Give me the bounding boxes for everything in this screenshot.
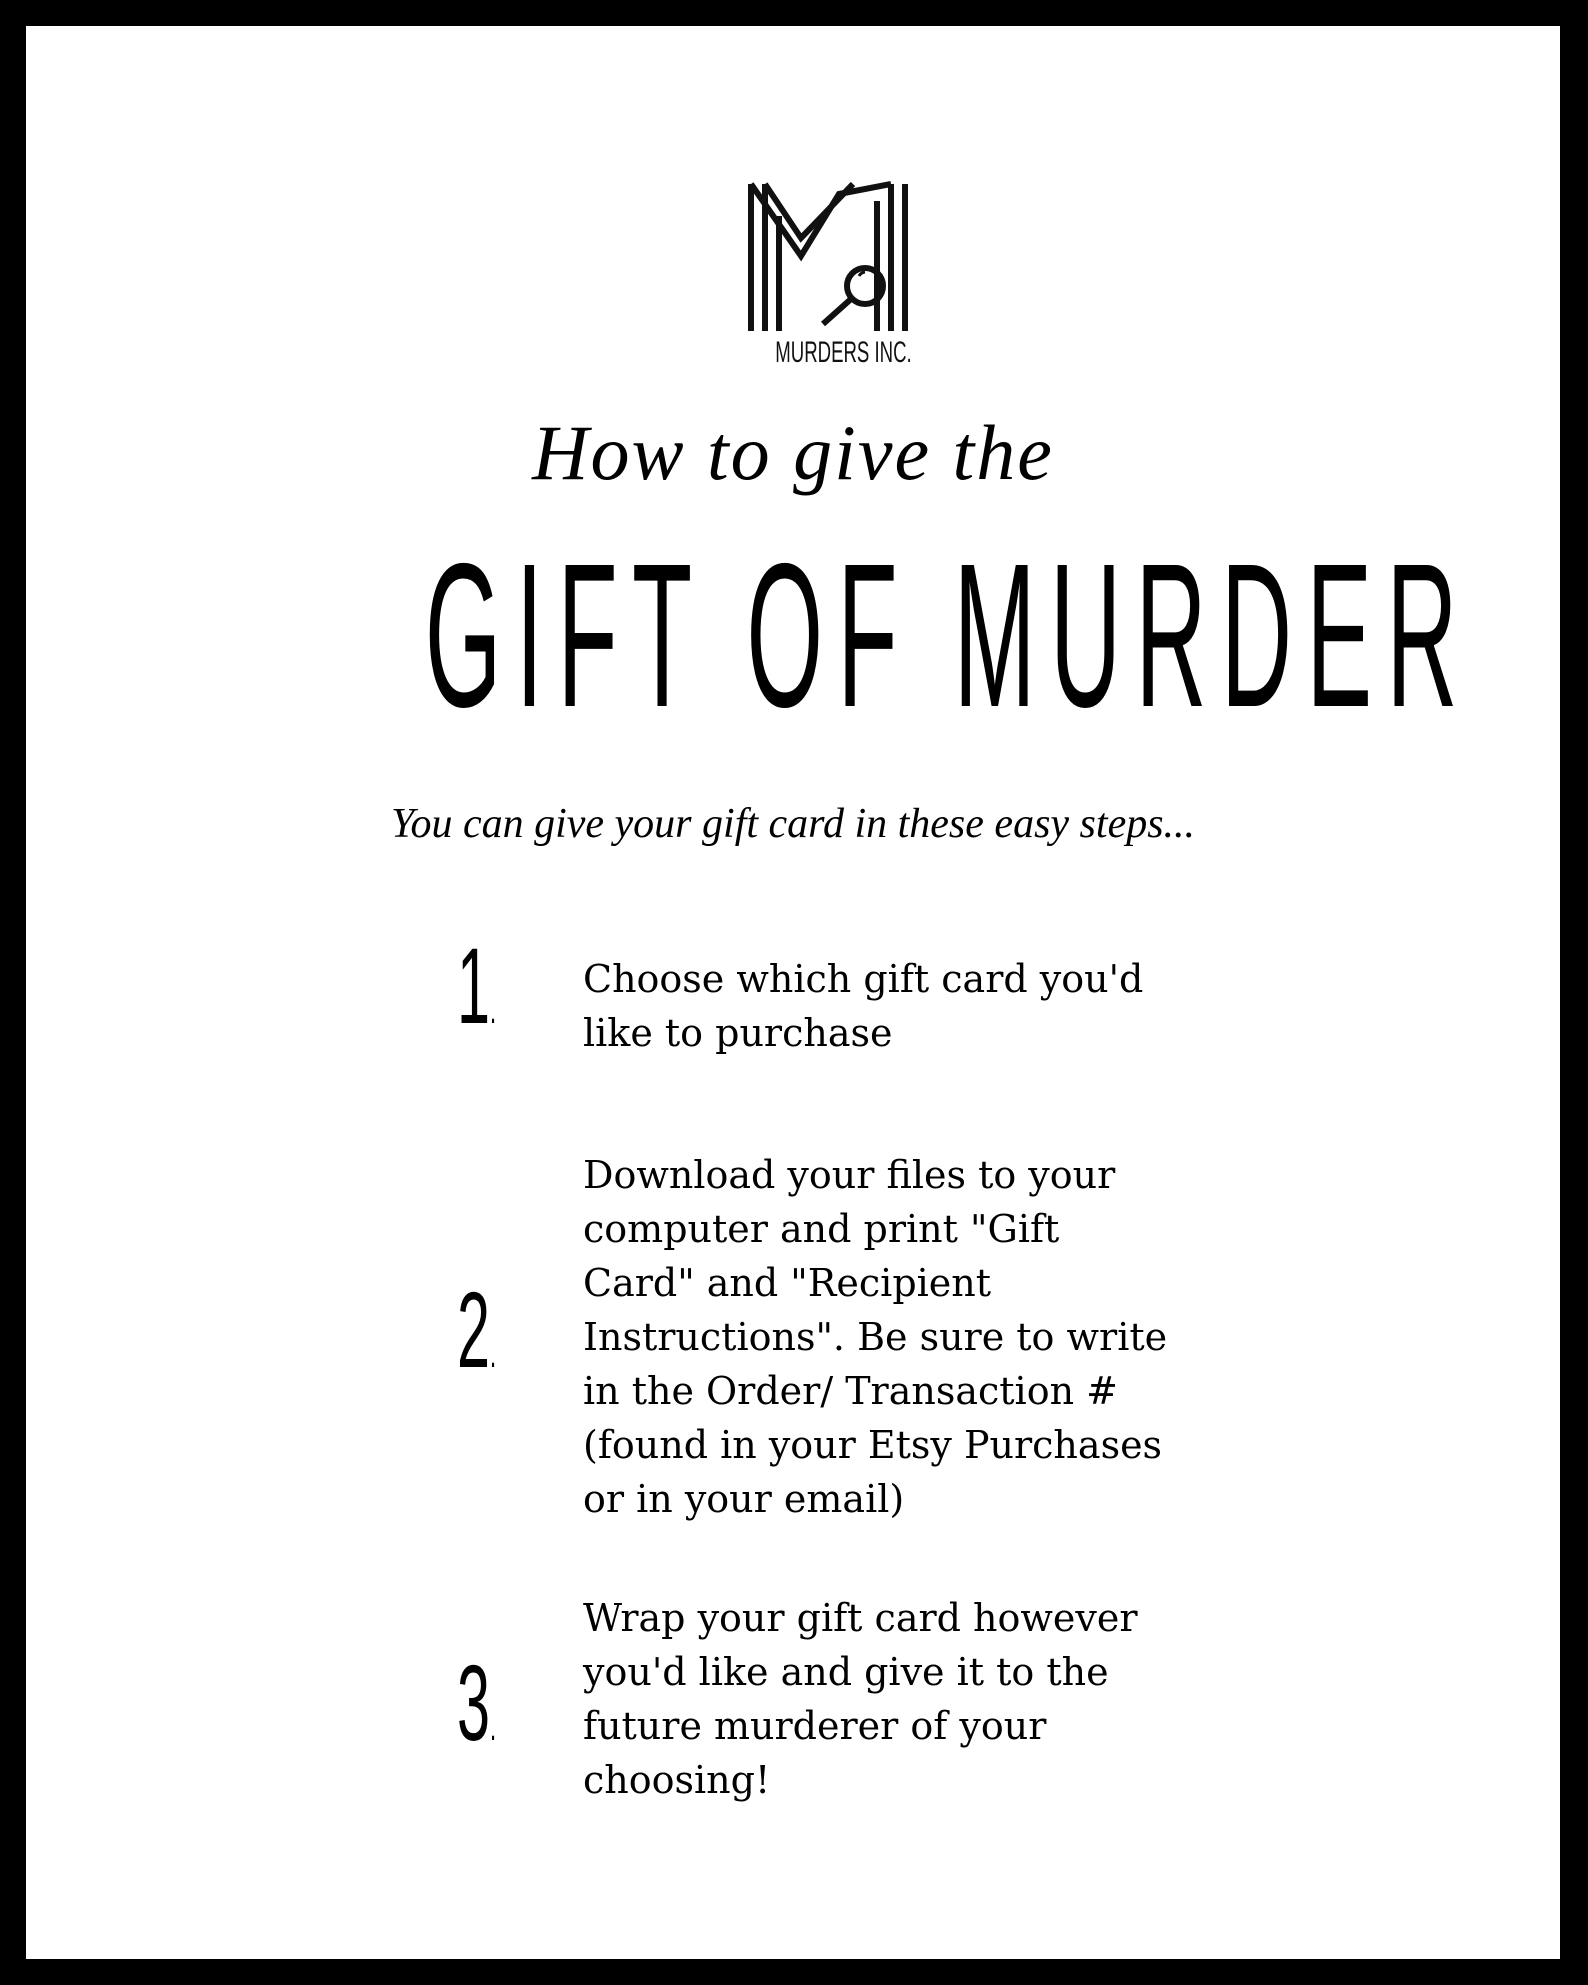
- headline-subtitle: How to give the: [532, 409, 1054, 496]
- step-3-number: [457, 1642, 497, 1781]
- document-page: [26, 26, 1560, 1959]
- step-1-number: [457, 925, 497, 1064]
- brand-name: MURDERS INC.: [775, 336, 912, 369]
- page-title: GIFT OF MURDER: [424, 521, 1472, 750]
- step-number-dot: .: [490, 1332, 497, 1376]
- brand-logo: [743, 176, 913, 376]
- step-1-text: Choose which gift card you'd like to purchase: [583, 957, 1144, 1055]
- step-number-digit: 3: [457, 1642, 491, 1763]
- step-number-dot: .: [490, 1705, 497, 1749]
- magnifying-glass-icon: [743, 176, 913, 336]
- step-2-number: [457, 1269, 497, 1408]
- step-number-digit: 1: [457, 925, 491, 1046]
- step-number-dot: .: [490, 988, 497, 1032]
- step-3-text: Wrap your gift card however you'd like and give it to the future murderer of your choosing!: [583, 1596, 1138, 1802]
- intro-text: You can give your gift card in these easy steps...: [390, 801, 1196, 847]
- step-number-digit: 2: [457, 1269, 491, 1390]
- step-2-text: Download your files to your computer and print "Gift Card" and "Recipient Instructions". Be sure to write in the Order/ Transaction # (found in your Etsy Purchases or in your email): [583, 1153, 1168, 1521]
